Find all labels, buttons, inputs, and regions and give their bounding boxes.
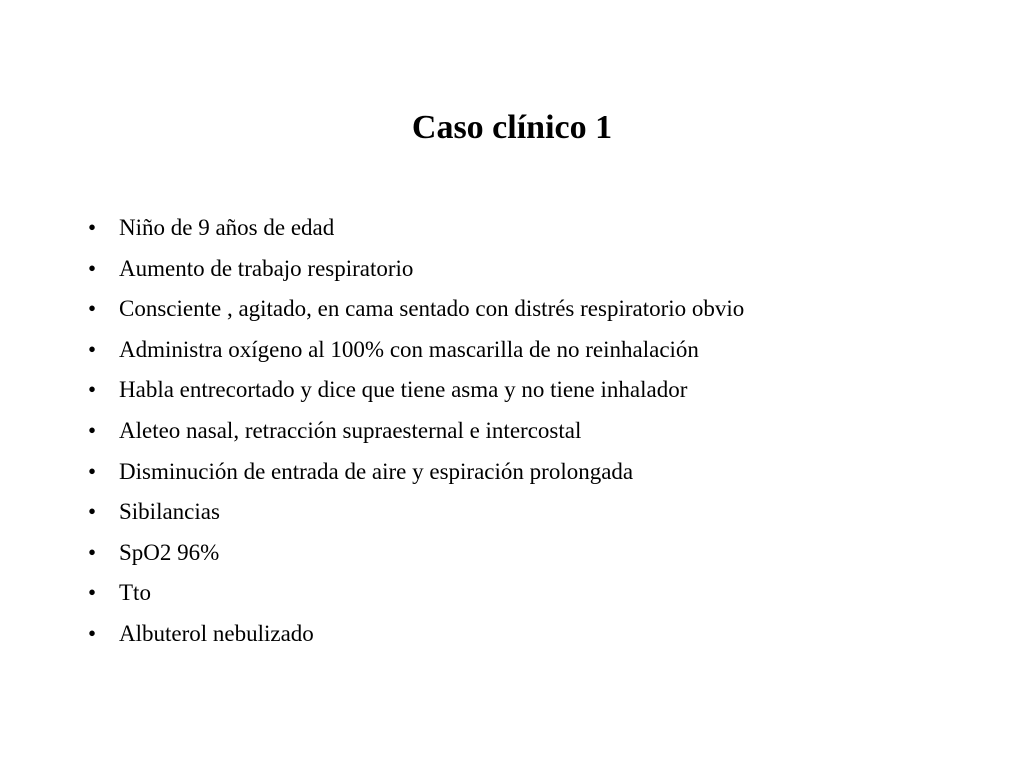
bullet-item	[88, 249, 744, 290]
bullet-icon: •	[88, 417, 97, 443]
bullet-item	[88, 614, 744, 655]
bullet-icon: •	[88, 336, 97, 362]
bullet-text: Administra oxígeno al 100% con mascarilla de no reinhalación	[119, 336, 699, 362]
bullet-item	[88, 330, 744, 371]
bullet-icon: •	[88, 499, 97, 525]
bullet-item	[88, 573, 744, 614]
bullet-icon: •	[88, 296, 97, 322]
bullet-item	[88, 411, 744, 452]
bullet-item	[88, 452, 744, 493]
bullet-icon: •	[88, 620, 97, 646]
bullet-item	[88, 289, 744, 330]
bullet-icon: •	[88, 377, 97, 403]
bullet-icon: •	[88, 215, 97, 240]
bullet-item	[88, 370, 744, 411]
bullet-text: Aleteo nasal, retracción supraesternal e intercostal	[119, 417, 582, 443]
bullet-text: SpO2 96%	[119, 539, 220, 565]
bullet-item	[88, 208, 744, 249]
bullet-icon: •	[88, 539, 97, 565]
bullet-text: Consciente , agitado, en cama sentado con distrés respiratorio obvio	[119, 296, 745, 322]
bullet-text: Albuterol nebulizado	[119, 620, 314, 646]
slide-title: Caso clínico 1	[411, 109, 613, 146]
bullet-text: Sibilancias	[119, 499, 220, 525]
bullet-list	[88, 208, 744, 655]
bullet-item	[88, 492, 744, 533]
bullet-text: Habla entrecortado y dice que tiene asma y no tiene inhalador	[119, 377, 688, 403]
bullet-text: Tto	[119, 580, 151, 606]
bullet-item	[88, 533, 744, 574]
bullet-icon: •	[88, 580, 97, 606]
bullet-text: Disminución de entrada de aire y espiración prolongada	[119, 458, 634, 484]
bullet-text: Aumento de trabajo respiratorio	[119, 255, 414, 281]
bullet-icon: •	[88, 458, 97, 484]
bullet-text: Niño de 9 años de edad	[119, 215, 335, 240]
bullet-icon: •	[88, 255, 97, 281]
